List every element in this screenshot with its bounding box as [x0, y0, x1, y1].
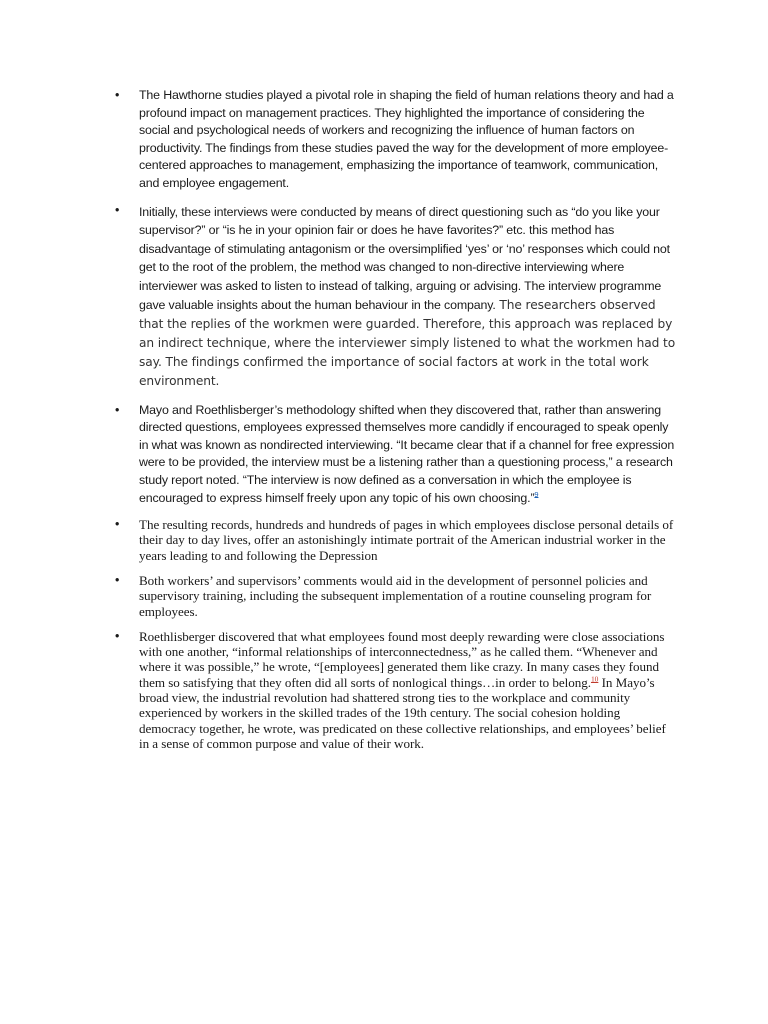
bullet-icon: •: [115, 628, 120, 643]
paragraph-text-continued: In Mayo’s broad view, the industrial revolution had shattered strong ties to the workplace and community experienced by workers in the skilled trades of the 19th century. The social cohesion holding democracy together, he wrote, was predicated on these collective relationships, and employees’ belief in a sense of common purpose and value of their work.: [139, 674, 666, 751]
list-item: [112, 402, 678, 508]
bullet-icon: •: [115, 202, 120, 217]
list-item: [112, 573, 678, 619]
paragraph-text: Mayo and Roethlisberger’s methodology shifted when they discovered that, rather than answering directed questions, employees expressed themselves more candidly if encouraged to speak openly in what was known as nondirected interviewing. “It became clear that if a channel for free expression were to be provided, the interview must be a listening rather than a questioning process,” a research study report noted. “The interview is now defined as a conversation in which the employee is encouraged to express himself freely upon any topic of his own choosing.”: [139, 402, 675, 505]
list-item: [112, 203, 678, 392]
paragraph-text: Roethlisberger discovered that what employees found most deeply rewarding were close associations with one another, “informal relationships of interconnectedness,” as he called them. “Whenever and where it was possible,” he wrote, “[employees] generated them like crazy. In many cases they found them so satisfying that they often did all sorts of nonlogical things…in order to belong.: [139, 628, 665, 690]
paragraph-text: Both workers’ and supervisors’ comments would aid in the development of personnel policies and supervisory training, including the subsequent implementation of a routine counseling program for employees.: [139, 573, 652, 619]
bullet-icon: •: [115, 517, 120, 532]
bullet-icon: •: [115, 88, 120, 102]
list-item: [112, 87, 678, 193]
bullet-icon: •: [115, 573, 120, 587]
list-item: [112, 629, 678, 751]
bullet-icon: •: [115, 402, 120, 417]
footnote-link[interactable]: 9: [534, 489, 539, 499]
footnote-link[interactable]: 10: [590, 674, 599, 684]
paragraph-text-continued: The researchers observed that the replies of the workmen were guarded. Therefore, this approach was replaced by an indirect technique, where the interviewer simply listened to what the workmen had to say. The findings confirmed the importance of social factors at work in the total work environment.: [139, 297, 676, 389]
paragraph-text: The Hawthorne studies played a pivotal role in shaping the field of human relations theory and had a profound impact on management practices. They highlighted the importance of considering the social and psychological needs of workers and recognizing the influence of human factors on productivity. The findings from these studies paved the way for the development of more employee-centered approaches to management, emphasizing the importance of teamwork, communication, and employee engagement.: [139, 88, 674, 190]
bullet-list: [112, 87, 678, 751]
list-item: [112, 517, 678, 563]
paragraph-text: The resulting records, hundreds and hundreds of pages in which employees disclose personal details of their day to day lives, offer an astonishingly intimate portrait of the American industrial worker in the years leading to and following the Depression: [139, 517, 674, 563]
paragraph-text: Initially, these interviews were conducted by means of direct questioning such as “do you like your supervisor?” or “is he in your opinion fair or does he have favorites?” etc. this method has disadvantage of stimulating antagonism or the oversimplified ‘yes’ or ‘no’ responses which could not get to the root of the problem, the method was changed to non-directive interviewing where interviewer was asked to listen to instead of talking, arguing or advising. The interview programme gave valuable insights about the human behaviour in the company.: [139, 204, 670, 312]
